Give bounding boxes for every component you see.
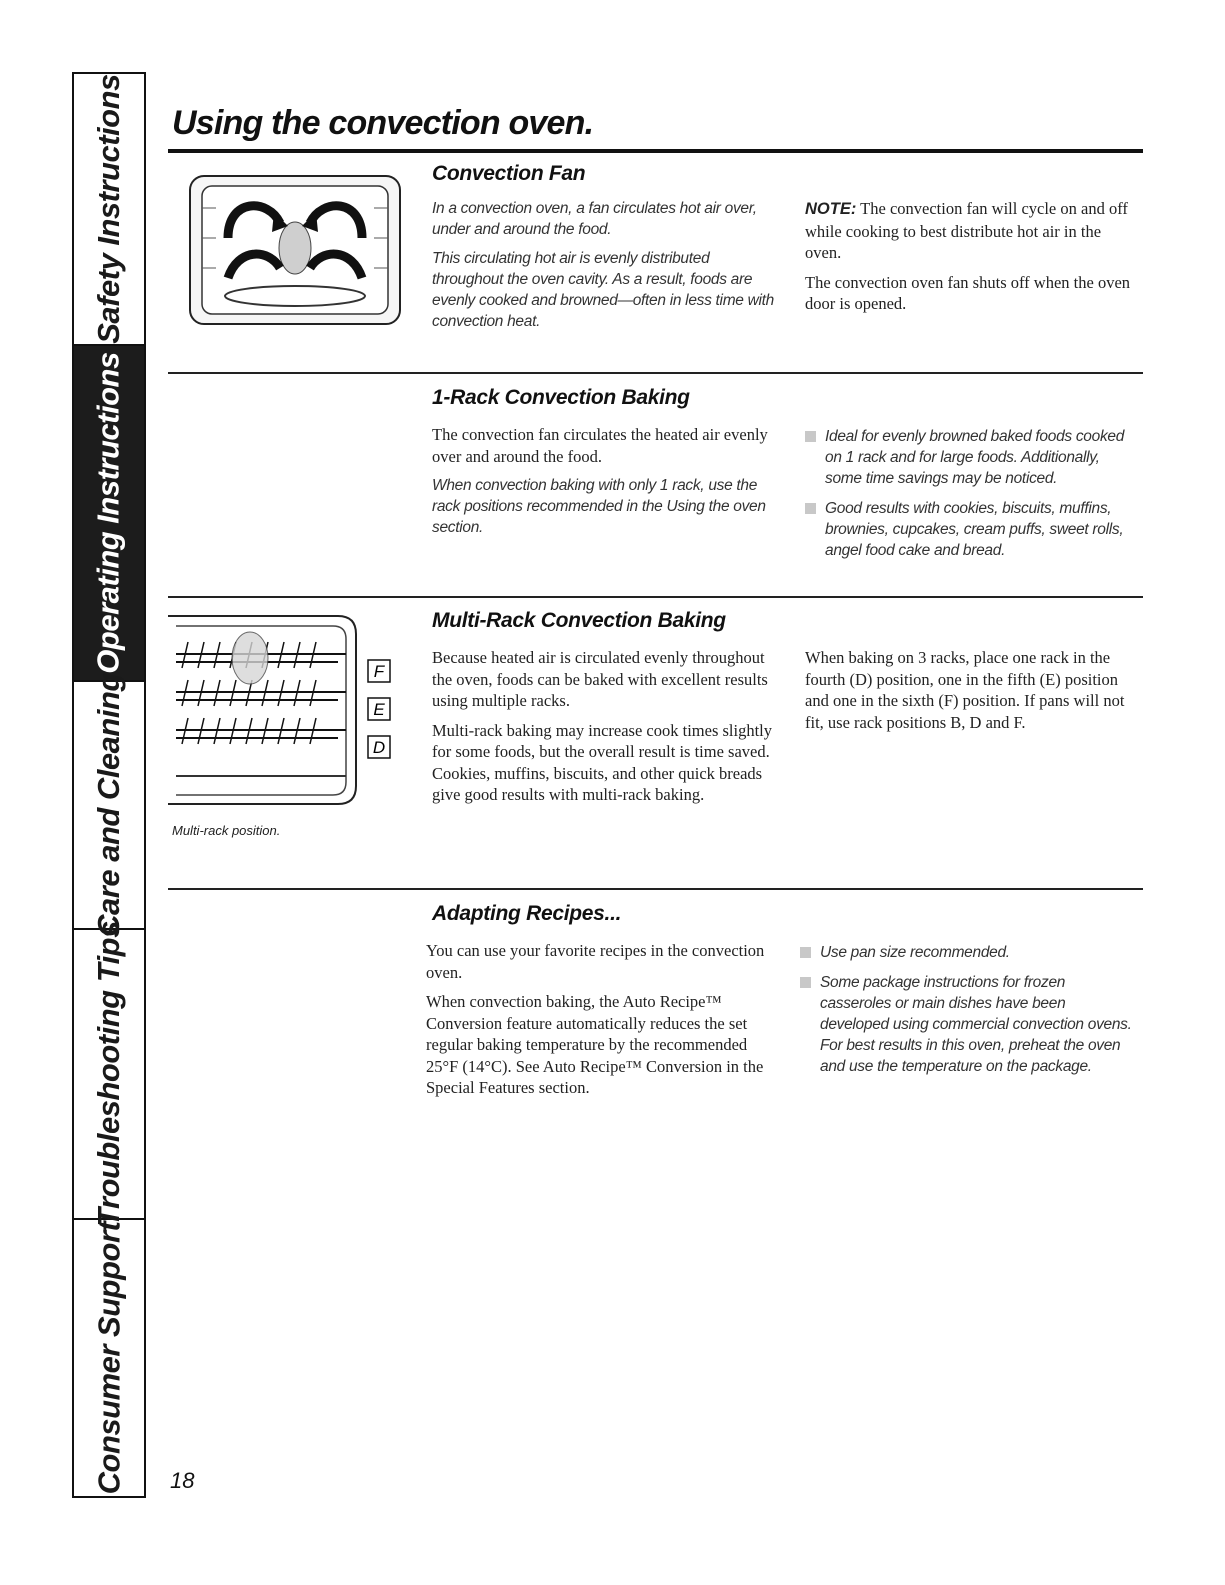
note-label: NOTE: (805, 200, 857, 218)
paragraph: Because heated air is circulated evenly throughout the oven, foods can be baked with excellent results using multiple racks. (432, 648, 768, 710)
convection-fan-note (805, 198, 1135, 323)
paragraph: The convection oven fan shuts off when the oven door is opened. (805, 272, 1131, 313)
list-item (805, 498, 1140, 561)
paragraph: You can use your favorite recipes in the convection oven. (426, 941, 765, 982)
tab-care-and-cleaning[interactable] (74, 673, 144, 937)
tab-label: Consumer Support (91, 1221, 127, 1495)
paragraph: When baking on 3 racks, place one rack in the fourth (D) position, one in the fifth (E) position and one in the sixth (F) position. If pans will not fit, use rack positions B, D and F. (805, 648, 1125, 732)
bullet-text: Ideal for evenly browned baked foods cooked on 1 rack and for large foods. Additionally, some time savings may be noticed. (825, 428, 1125, 487)
bullet-square-icon (805, 431, 816, 442)
rack-label-d: D (372, 738, 386, 757)
paragraph: This circulating hot air is evenly distributed throughout the oven cavity. As a result, foods are evenly cooked and browned—often in less time with convection heat. (432, 250, 774, 330)
title-rule (168, 149, 1143, 153)
tab-label: Care and Cleaning (91, 673, 126, 937)
section-divider (168, 888, 1143, 890)
list-item (800, 972, 1135, 1077)
adapting-recipes-body (426, 940, 771, 1107)
section-heading-adapting-recipes: Adapting Recipes... (432, 902, 622, 925)
page-number: 18 (170, 1468, 195, 1493)
one-rack-body (432, 424, 777, 546)
section-divider (168, 372, 1143, 374)
paragraph: Multi-rack baking may increase cook times slightly for some foods, but the overall result is time saved. Cookies, muffins, biscuits, and other quick breads give good results with multi-rack baking. (432, 720, 772, 804)
bullet-square-icon (800, 947, 811, 958)
section-divider (168, 596, 1143, 598)
rack-label-e: E (373, 700, 385, 719)
multi-rack-body (432, 647, 777, 814)
section-heading-multi-rack: Multi-Rack Convection Baking (432, 609, 726, 632)
multi-rack-illustration (168, 606, 406, 818)
bullet-text: Use pan size recommended. (820, 944, 1010, 961)
adapting-recipes-bullets (800, 942, 1135, 1086)
rack-label-f: F (373, 662, 385, 681)
sidebar-nav (72, 72, 146, 1498)
paragraph: In a convection oven, a fan circulates hot air over, under and around the food. (432, 200, 757, 238)
list-item (805, 426, 1140, 489)
list-item (800, 942, 1135, 963)
figure-caption: Multi-rack position. (172, 823, 281, 838)
bullet-square-icon (800, 977, 811, 988)
tab-operating-instructions[interactable] (74, 346, 144, 682)
paragraph: The convection fan circulates the heated air evenly over and around the food. (432, 425, 768, 466)
tab-consumer-support[interactable] (74, 1220, 144, 1496)
section-heading-convection-fan: Convection Fan (432, 162, 586, 185)
bullet-text: Some package instructions for frozen casseroles or main dishes have been developed using commercial convection ovens. For best results in this oven, preheat the oven and use the temperature on the package. (820, 974, 1132, 1075)
convection-fan-illustration (188, 168, 410, 332)
tab-label: Operating Instructions (91, 352, 127, 674)
tab-troubleshooting-tips[interactable] (74, 921, 144, 1227)
bullet-text: Good results with cookies, biscuits, muffins, brownies, cupcakes, cream puffs, sweet rolls, angel food cake and bread. (825, 500, 1124, 559)
one-rack-bullets (805, 426, 1140, 570)
note-text: The convection fan will cycle on and off while cooking to best distribute hot air in the oven. (805, 199, 1128, 262)
tab-safety-instructions[interactable] (74, 74, 144, 346)
paragraph: When convection baking, the Auto Recipe™ Conversion feature automatically reduces the set regular baking temperature by the recommended 25°F (14°C). See Auto Recipe™ Conversion in the Special Features section. (426, 992, 764, 1097)
tab-label: Safety Instructions (91, 74, 126, 344)
section-heading-1-rack: 1-Rack Convection Baking (432, 386, 690, 409)
multi-rack-body-right (805, 647, 1135, 741)
paragraph: When convection baking with only 1 rack, use the rack positions recommended in the Using the oven section. (432, 477, 766, 536)
convection-fan-intro (432, 198, 777, 340)
page-title: Using the convection oven. (172, 104, 594, 142)
tab-label: Troubleshooting Tips (91, 921, 126, 1227)
bullet-square-icon (805, 503, 816, 514)
